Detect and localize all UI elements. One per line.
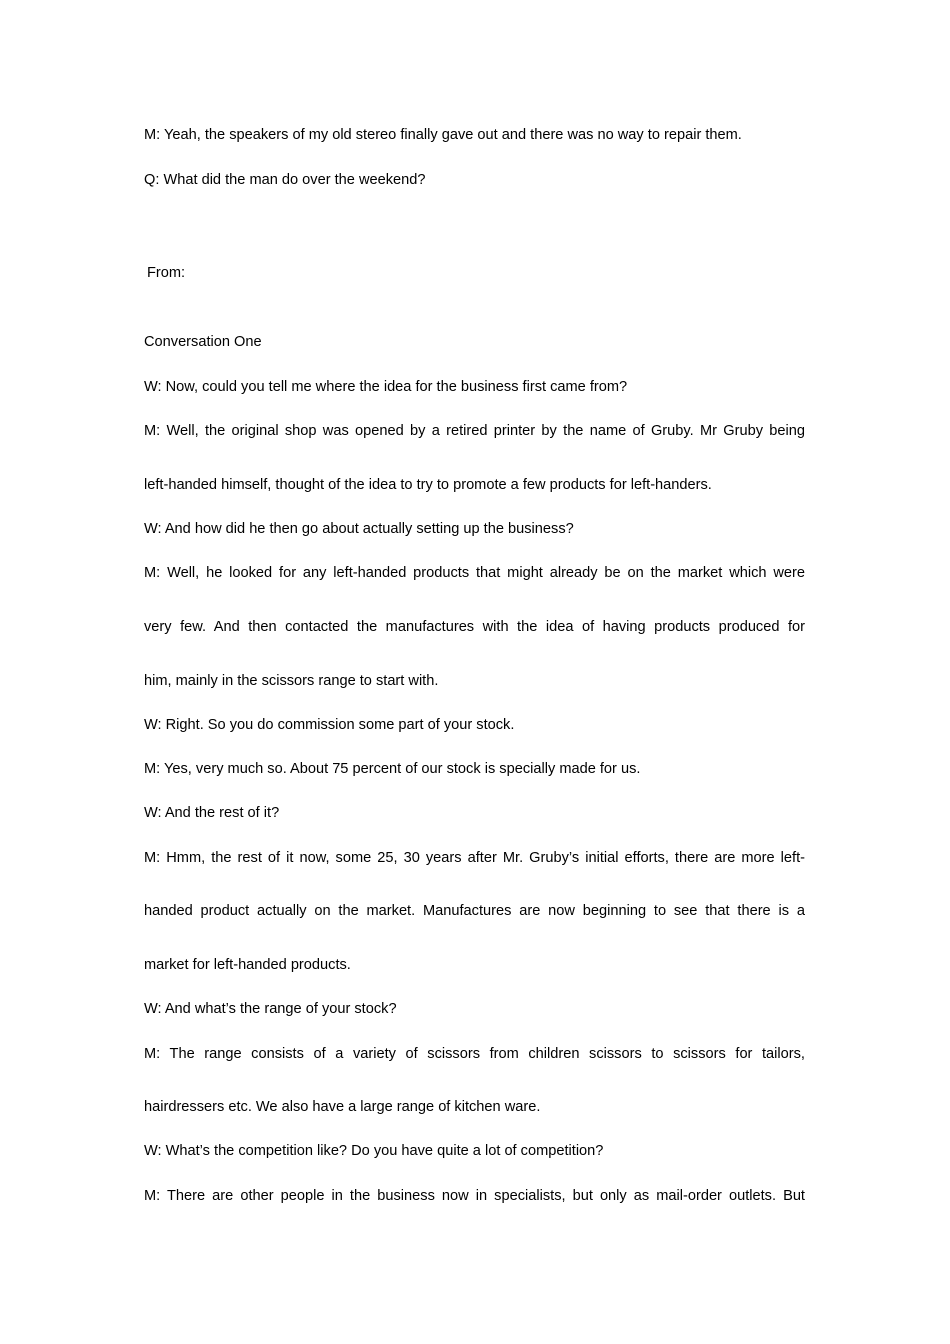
dialogue-line: very few. And then contacted the manufactures with the idea of having products produced for bbox=[144, 619, 805, 635]
dialogue-line: market for left-handed products. bbox=[144, 957, 351, 973]
dialogue-line: W: Now, could you tell me where the idea for the business first came from? bbox=[144, 379, 628, 395]
source-label: From: bbox=[147, 265, 186, 281]
dialogue-line: W: What’s the competition like? Do you have quite a lot of competition? bbox=[144, 1143, 604, 1159]
dialogue-line: hairdressers etc. We also have a large range of kitchen ware. bbox=[144, 1099, 541, 1115]
dialogue-line: left-handed himself, thought of the idea to try to promote a few products for left-handers. bbox=[144, 477, 712, 493]
dialogue-line: W: And what’s the range of your stock? bbox=[144, 1001, 397, 1017]
dialogue-line: W: And how did he then go about actually setting up the business? bbox=[144, 521, 574, 537]
dialogue-line: M: Yes, very much so. About 75 percent of our stock is specially made for us. bbox=[144, 761, 641, 777]
dialogue-line: M: Well, he looked for any left-handed products that might already be on the market which were bbox=[144, 565, 805, 581]
dialogue-line: handed product actually on the market. Manufactures are now beginning to see that there is a bbox=[144, 903, 805, 919]
dialogue-line: W: And the rest of it? bbox=[144, 805, 280, 821]
section-heading: Conversation One bbox=[144, 334, 262, 350]
dialogue-line: M: The range consists of a variety of scissors from children scissors to scissors for tailors, bbox=[144, 1046, 805, 1062]
dialogue-line: W: Right. So you do commission some part of your stock. bbox=[144, 717, 515, 733]
dialogue-line: M: Hmm, the rest of it now, some 25, 30 years after Mr. Gruby’s initial efforts, there are more left- bbox=[144, 850, 805, 866]
dialogue-line: M: Yeah, the speakers of my old stereo finally gave out and there was no way to repair them. bbox=[144, 127, 742, 143]
dialogue-line: M: Well, the original shop was opened by a retired printer by the name of Gruby. Mr Gruby being bbox=[144, 423, 805, 439]
dialogue-line: him, mainly in the scissors range to start with. bbox=[144, 673, 439, 689]
dialogue-line: M: There are other people in the business now in specialists, but only as mail-order outlets. But bbox=[144, 1188, 805, 1204]
document-page bbox=[144, 0, 805, 1344]
question-line: Q: What did the man do over the weekend? bbox=[144, 172, 426, 188]
